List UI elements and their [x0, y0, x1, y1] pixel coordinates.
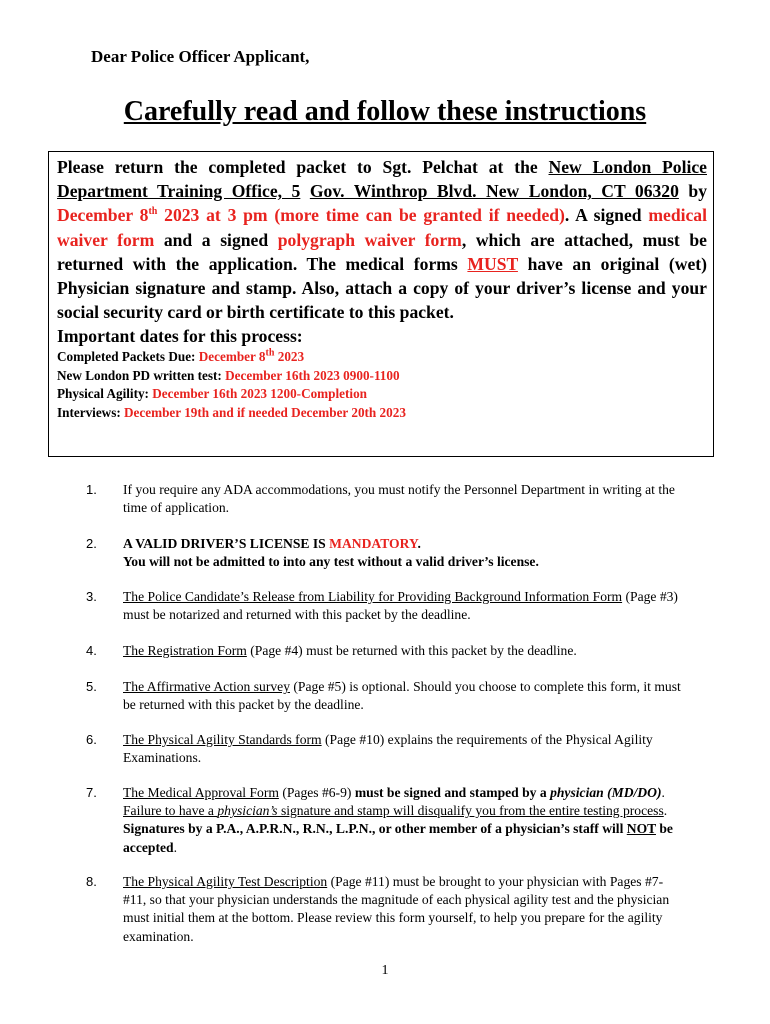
form-link[interactable]: The Medical Approval Form [123, 785, 279, 800]
item-text: If you require any ADA accommodations, you must notify the Personnel Department in writing at the time of application. [123, 482, 675, 516]
date-line-packets [57, 348, 707, 367]
date-line-agility [57, 385, 707, 404]
form-link[interactable]: The Registration Form [123, 643, 247, 658]
date-label: Physical Agility: [57, 386, 153, 402]
instructions-box [48, 151, 714, 457]
date-value: December 16th 2023 1200-Completion [152, 386, 368, 402]
address-text: Gov. Winthrop Blvd. New London, CT 06320 [309, 181, 679, 202]
list-item [86, 642, 683, 660]
date-value: December 19th and if needed December 20th 2023 [124, 404, 406, 420]
date-label: Interviews: [57, 404, 125, 420]
box-text-7: have an original (wet) Physician signature and stamp. Also, attach a copy of your driver’s license and your social security card or birth certificate to this packet. [57, 253, 707, 323]
list-item [86, 678, 683, 714]
list-item [86, 873, 683, 946]
date-label: New London PD written test: [57, 367, 226, 383]
item-text: (Page #5) is optional. Should you choose to complete this form, it must be returned with this packet by the deadline. [123, 679, 681, 713]
item-number: 3. [86, 589, 97, 604]
list-item [86, 588, 683, 624]
deadline-sup: th [148, 206, 158, 218]
item-text-underlined: Failure to have a [123, 803, 218, 819]
item-text-bold: be accepted [123, 821, 673, 855]
box-text-1: Please return the completed packet to Sgt. Pelchat at the [57, 157, 549, 177]
item-text-underlined-italic: physician’s [217, 803, 278, 819]
item-text: . [173, 839, 177, 855]
item-number: 7. [86, 785, 97, 800]
list-item [86, 731, 683, 767]
form-link[interactable]: The Police Candidate’s Release from Liability for Providing Background Information Form [123, 589, 623, 604]
item-number: 8. [86, 874, 97, 889]
not-text: NOT [626, 821, 656, 837]
list-item [86, 535, 683, 571]
dates-heading: Important dates for this process: [57, 326, 303, 347]
polygraph-waiver-text: polygraph waiver form [277, 229, 462, 250]
box-text-3: by [678, 181, 707, 202]
item-text: (Page #4) must be returned with this packet by the deadline. [246, 643, 577, 658]
item-text: (Pages #6-9) [278, 785, 355, 800]
location-text: New London Police Department Training Office, 5 [57, 157, 707, 202]
must-text: MUST [467, 253, 518, 274]
mandatory-text: MANDATORY [329, 536, 418, 551]
item-number: 2. [86, 536, 97, 551]
box-text-5: and a signed [154, 229, 278, 250]
item-text: A VALID DRIVER’S LICENSE IS [123, 536, 330, 551]
greeting: Dear Police Officer Applicant, [91, 47, 310, 66]
date-label: Completed Packets Due: [57, 349, 199, 365]
item-text-bold-italic: physician (MD/DO) [550, 785, 662, 800]
date-line-written-test [57, 367, 707, 386]
item-number: 5. [86, 679, 97, 694]
item-text: . [417, 536, 421, 551]
item-text: (Page #11) must be brought to your physician with Pages #7-#11, so that your physician understands the magnitude of each physical agility test and the physician must initial them at the bottom. Please review this form yourself, to help you prepare for the agility examination. [123, 874, 670, 944]
form-link[interactable]: The Physical Agility Standards form [123, 732, 322, 747]
date-value: December 16th 2023 0900-1100 [225, 367, 400, 383]
deadline-time: 2023 at 3 pm (more time can be granted if needed) [157, 205, 565, 226]
item-text-bold: must be signed and stamped by a [354, 785, 551, 800]
item-number: 6. [86, 732, 97, 747]
date-line-interviews [57, 404, 707, 423]
item-text: . [663, 803, 668, 819]
form-link[interactable]: The Physical Agility Test Description [123, 874, 328, 889]
date-sup: th [265, 348, 275, 360]
form-link[interactable]: The Affirmative Action survey [123, 679, 290, 694]
deadline-date: December 8 [57, 205, 149, 226]
box-text-2 [300, 181, 310, 201]
medical-waiver-text: medical waiver form [57, 205, 707, 250]
date-value: December 8 [198, 349, 266, 365]
item-text: (Page #3) must be notarized and returned with this packet by the deadline. [123, 589, 678, 623]
item-text-bold: Signatures by a P.A., A.P.R.N., R.N., L.P.N., or other member of a physician’s staff will [123, 821, 627, 837]
item-number: 1. [86, 482, 97, 497]
instructions-paragraph [57, 155, 707, 324]
item-text-line2: You will not be admitted to into any test without a valid driver’s license. [123, 554, 539, 570]
date-value-tail: 2023 [274, 349, 305, 365]
page-number: 1 [381, 963, 389, 978]
item-text: (Page #10) explains the requirements of the Physical Agility Examinations. [123, 732, 653, 766]
box-text-6: , which are attached, must be returned with the application. The medical forms [57, 229, 707, 274]
box-text-4: . A signed [564, 205, 649, 226]
list-item [86, 481, 683, 517]
item-number: 4. [86, 643, 97, 658]
page-title: Carefully read and follow these instructions [123, 96, 647, 127]
item-text-underlined: signature and stamp will disqualify you from the entire testing process [277, 803, 664, 819]
item-text: . [661, 785, 665, 800]
list-item [86, 784, 683, 857]
